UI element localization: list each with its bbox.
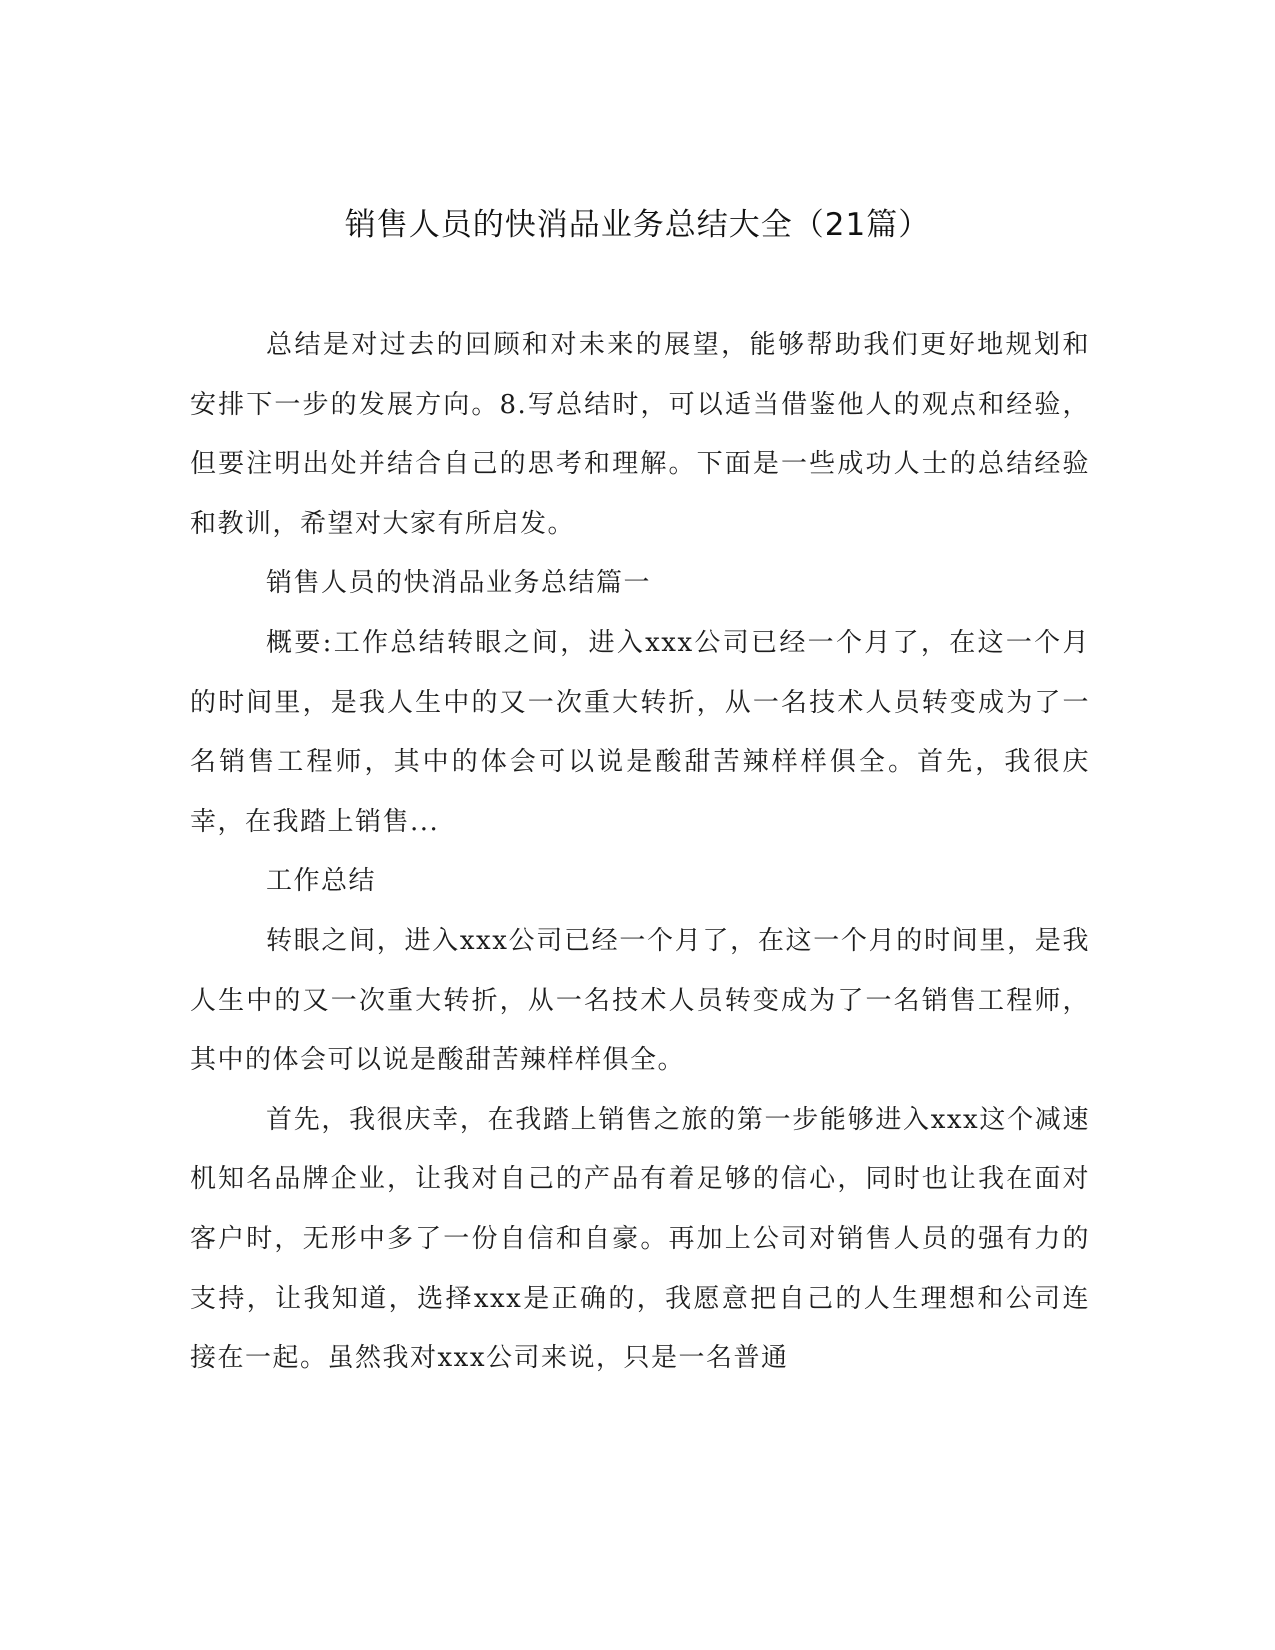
- document-body: [190, 316, 1090, 1389]
- body-paragraph: 转眼之间，进入xxx公司已经一个月了，在这一个月的时间里，是我人生中的又一次重大转折，从一名技术人员转变成为了一名销售工程师，其中的体会可以说是酸甜苦辣样样俱全。: [190, 925, 1090, 1076]
- subsection-heading: 工作总结: [266, 866, 377, 897]
- summary-paragraph: 概要:工作总结转眼之间，进入xxx公司已经一个月了，在这一个月的时间里，是我人生中的又一次重大转折，从一名技术人员转变成为了一名销售工程师，其中的体会可以说是酸甜苦辣样样俱全。首先，我很庆幸，在我踏上销售...: [190, 627, 1090, 837]
- section-heading: 销售人员的快消品业务总结篇一: [266, 568, 652, 599]
- document-title: 销售人员的快消品业务总结大全（21篇）: [344, 207, 931, 243]
- intro-paragraph: 总结是对过去的回顾和对未来的展望，能够帮助我们更好地规划和安排下一步的发展方向。8.写总结时，可以适当借鉴他人的观点和经验，但要注明出处并结合自己的思考和理解。下面是一些成功人士的总结经验和教训，希望对大家有所启发。: [190, 330, 1090, 539]
- body-paragraph: 首先，我很庆幸，在我踏上销售之旅的第一步能够进入xxx这个减速机知名品牌企业，让我对自己的产品有着足够的信心，同时也让我在面对客户时，无形中多了一份自信和自豪。再加上公司对销售人员的强有力的支持，让我知道，选择xxx是正确的，我愿意把自己的人生理想和公司连接在一起。虽然我对xxx公司来说，只是一名普通: [190, 1104, 1090, 1374]
